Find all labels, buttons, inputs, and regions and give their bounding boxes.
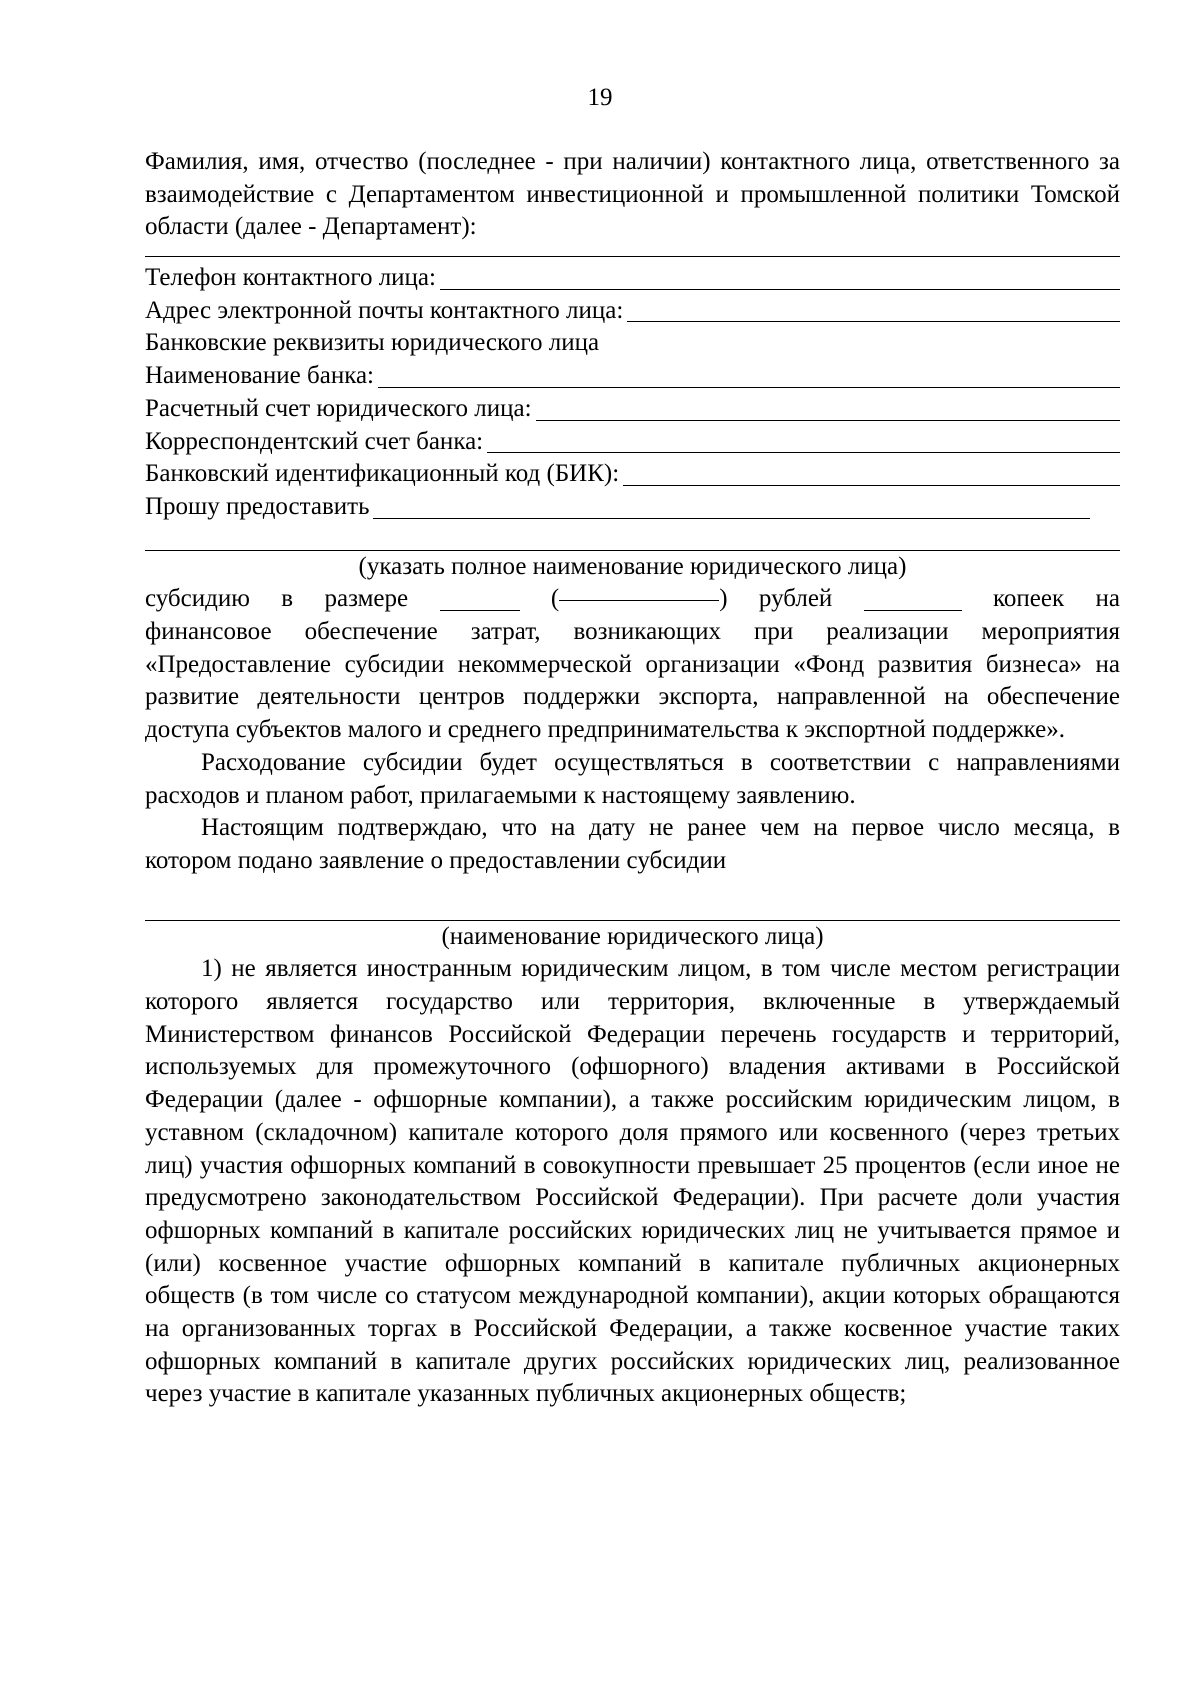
bank-name-blank-line[interactable]	[378, 387, 1120, 388]
page-number: 19	[587, 84, 613, 111]
email-field[interactable]	[145, 295, 1120, 328]
request-field[interactable]	[145, 491, 1090, 524]
contact-person-intro: Фамилия, имя, отчество (последнее - при наличии) контактного лица, ответственного за взаимодействие с Департаментом инвестиционной и промышленной политики Томской области (далее - Департамент):	[145, 148, 1120, 241]
subsidy-word: субсидию	[145, 585, 250, 613]
kopecks-word: копеек	[993, 585, 1065, 613]
close-paren: )	[719, 585, 728, 613]
amount-words-group	[551, 583, 728, 616]
request-label: Прошу предоставить	[145, 492, 370, 520]
na-word: на	[1095, 585, 1120, 613]
amount-digits-blank[interactable]	[440, 610, 520, 611]
amount-words-blank[interactable]	[559, 600, 719, 601]
item-1-text: 1) не является иностранным юридическим лицом, в том числе местом регистрации которого является государство или территория, включенные в утверждаемый Министерством финансов Российской Федерации перечень государств и территорий, используемых для промежуточного (офшорного) владения активами в Российской Федерации (далее - офшорные компании), а также российским юридическим лицом, в уставном (складочном) капитале которого доля прямого или косвенного (через третьих лиц) участия офшорных компаний в совокупности превышает 25 процентов (если иное не предусмотрено законодательством Российской Федерации). При расчете доли участия офшорных компаний в капитале российских юридических лиц не учитывается прямое и (или) косвенное участие офшорных компаний в капитале публичных акционерных обществ (в том числе со статусом международной компании), акции которых обращаются на организованных торгах в Российской Федерации, а также косвенное участие таких офшорных компаний в капитале других российских юридических лиц, реализованное через участие в капитале указанных публичных акционерных обществ;	[145, 955, 1120, 1408]
corr-account-label: Корреспондентский счет банка:	[145, 427, 484, 455]
bank-details-heading-row	[145, 327, 1120, 360]
bank-details-heading: Банковские реквизиты юридического лица	[145, 329, 600, 357]
phone-label: Телефон контактного лица:	[145, 264, 436, 292]
contact-person-blank-line[interactable]	[145, 256, 1120, 257]
subsidy-purpose-text: финансовое обеспечение затрат, возникающих при реализации мероприятия «Предоставление субсидии некоммерческой организации «Фонд развития бизнеса» на развитие деятельности центров поддержки экспорта, направленной на обеспечение доступа субъектов малого и среднего предпринимательства к экспортной поддержке».	[145, 618, 1120, 744]
document-body	[145, 146, 1120, 1411]
account-blank-line[interactable]	[536, 420, 1120, 421]
corr-account-field[interactable]	[145, 426, 1120, 459]
bank-name-label: Наименование банка:	[145, 362, 375, 390]
account-label: Расчетный счет юридического лица:	[145, 394, 532, 422]
in-word: в	[281, 585, 294, 613]
bik-blank-line[interactable]	[623, 485, 1120, 486]
spending-text: Расходование субсидии будет осуществляться в соответствии с направлениями расходов и планом работ, прилагаемыми к настоящему заявлению.	[145, 748, 1120, 809]
request-blank-line[interactable]	[373, 518, 1090, 519]
full-name-caption: (указать полное наименование юридического лица)	[358, 552, 907, 580]
phone-field[interactable]	[145, 262, 1120, 295]
bik-label: Банковский идентификационный код (БИК):	[145, 460, 620, 488]
corr-account-blank-line[interactable]	[487, 452, 1120, 453]
email-label: Адрес электронной почты контактного лица:	[145, 296, 624, 324]
email-blank-line[interactable]	[627, 321, 1120, 322]
open-paren: (	[550, 585, 560, 613]
bank-name-field[interactable]	[145, 360, 1120, 393]
account-field[interactable]	[145, 393, 1120, 426]
confirmation-text: Настоящим подтверждаю, что на дату не ранее чем на первое число месяца, в котором подано заявление о предоставлении субсидии	[145, 814, 1120, 874]
name-caption: (наименование юридического лица)	[441, 922, 824, 950]
bik-field[interactable]	[145, 458, 1120, 491]
phone-blank-line[interactable]	[440, 289, 1120, 290]
amount-word: размере	[324, 585, 409, 613]
subsidy-amount-line	[145, 583, 1120, 616]
kopecks-blank[interactable]	[864, 610, 962, 611]
rubles-word: рублей	[758, 585, 833, 613]
